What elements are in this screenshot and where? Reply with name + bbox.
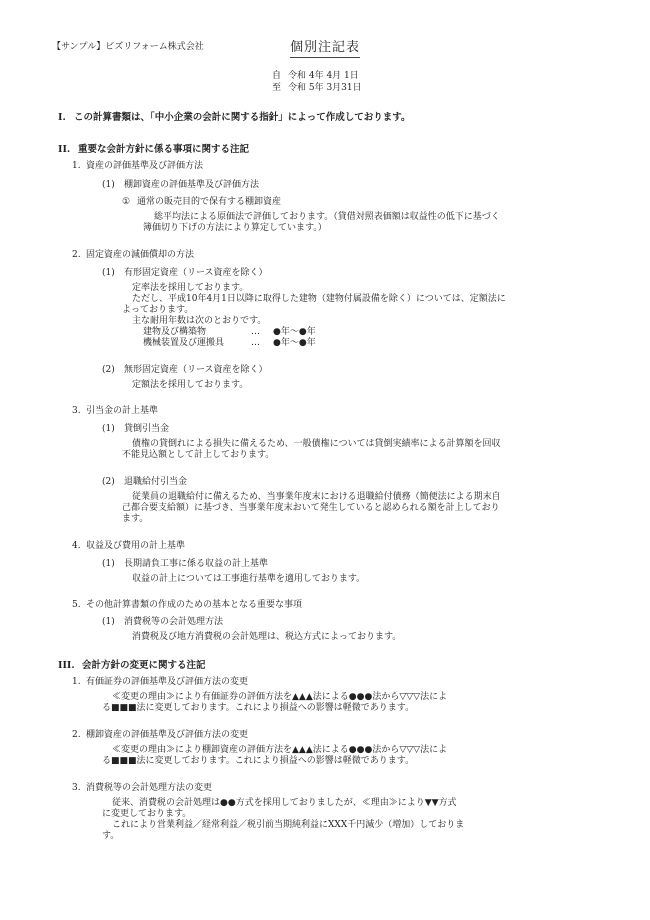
period-to-label: 至 [272,83,282,93]
item-heading [72,250,194,261]
sub-item-heading [102,477,187,488]
section-number: II. [58,144,71,155]
paragraph-line: 債権の貸倒れによる損失に備えるため、一般債権については貸倒実績率による計算額を回収 [132,439,501,449]
paragraph-line: 不能見込額として計上しております。 [122,450,275,460]
item-title: 収益及び費用の計上基準 [86,541,186,551]
item-heading [72,406,158,417]
sub-item-title: 退職給付引当金 [124,477,188,487]
paragraph-line: これにより営業利益／経常利益／税引前当期純利益にXXX千円減少（増加）しておりま [112,820,465,830]
sub-sub-item-number: ① [122,197,131,207]
useful-life-value: ●年～●年 [273,338,316,348]
item-number: 3. [72,406,81,416]
section-2-heading [58,144,249,155]
company-name: 【サンプル】ビズリフォーム株式会社 [52,42,204,52]
document-title: 個別注記表 [290,40,360,58]
useful-life-row [143,327,316,338]
sub-item-title: 貸倒引当金 [124,424,170,434]
sub-item-heading [102,424,169,435]
item-heading [72,783,212,794]
paragraph-line: す。 [102,831,120,841]
sub-item-title: 無形固定資産（リース資産を除く） [124,365,268,375]
useful-life-row [143,338,316,349]
item-heading [72,600,302,611]
sub-item-number: (2) [102,365,115,375]
period-from [272,70,362,82]
ellipsis: … [251,327,260,337]
item-number: 2. [72,730,81,740]
item-heading [72,677,248,688]
paragraph-line: ≪変更の理由≫により棚卸資産の評価方法を▲▲▲法による●●●法から▽▽▽法によ [112,745,448,755]
paragraph-line: 主な耐用年数は次のとおりです。 [132,316,267,326]
period-from-label: 自 [272,71,282,81]
paragraph-line: ただし、平成10年4月1日以降に取得した建物（建物付属設備を除く）については、定額法に [132,294,506,304]
paragraph-line: 従業員の退職給付に備えるため、当事業年度末における退職給付債務（簡便法による期末自 [132,492,501,502]
paragraph-line: 消費税及び地方消費税の会計処理は、税込方式によっております。 [132,632,402,642]
sub-item-number: (1) [102,180,115,190]
paragraph-line: よっております。 [122,305,194,315]
section-3-heading [58,660,206,671]
period-from-date: 令和 4年 4月 1日 [288,71,359,81]
asset-category: 建物及び構築物 [143,327,207,337]
paragraph-line: 定率法を採用しております。 [132,283,249,293]
item-number: 3. [72,783,81,793]
item-heading [72,541,185,552]
section-number: III. [58,660,75,671]
useful-life-value: ●年～●年 [273,327,316,337]
sub-item-heading [102,365,268,376]
sub-item-number: (1) [102,268,115,278]
item-heading [72,161,203,172]
paragraph-line: に変更しております。 [102,809,192,819]
paragraph-line: 定額法を採用しております。 [132,380,249,390]
sub-item-number: (1) [102,617,115,627]
paragraph-line: ます。 [122,514,149,524]
sub-item-number: (1) [102,424,115,434]
item-number: 1. [72,677,81,687]
section-title: 会計方針の変更に関する注記 [82,660,206,671]
sub-item-number: (2) [102,477,115,487]
sub-item-title: 消費税等の会計処理方法 [124,617,224,627]
section-title: 重要な会計方針に係る事項に関する注記 [78,144,250,155]
period-to-date: 令和 5年 3月31日 [288,83,362,93]
item-number: 1. [72,161,81,171]
item-title: 資産の評価基準及び評価方法 [86,161,204,171]
fiscal-period [272,70,362,94]
sub-item-heading [102,268,268,279]
sub-sub-item-title: 通常の販売目的で保有する棚卸資産 [137,197,282,207]
section-1 [58,112,411,123]
item-number: 4. [72,541,81,551]
item-heading [72,730,248,741]
paragraph-line: る■■■法に変更しております。これにより損益への影響は軽微であります。 [102,703,415,713]
item-title: 固定資産の減価償却の方法 [86,250,195,260]
sub-item-heading [102,180,259,191]
item-title: 有価証券の評価基準及び評価方法の変更 [86,677,249,687]
section-number: I. [58,112,66,123]
sub-item-heading [102,617,223,628]
item-title: 消費税等の会計処理方法の変更 [86,783,213,793]
period-to [272,82,362,94]
sub-item-number: (1) [102,559,115,569]
item-number: 5. [72,600,81,610]
sub-item-title: 有形固定資産（リース資産を除く） [124,268,268,278]
paragraph-line: ≪変更の理由≫により有価証券の評価方法を▲▲▲法による●●●法から▽▽▽法によ [112,692,448,702]
asset-category: 機械装置及び運搬具 [143,338,225,348]
sub-item-heading [102,559,268,570]
paragraph-line: 従来、消費税の会計処理は●●方式を採用しておりましたが、≪理由≫により▼▼方式 [112,798,457,808]
paragraph-line: 収益の計上については工事進行基準を適用しております。 [132,574,366,584]
sub-item-title: 長期請負工事に係る収益の計上基準 [124,559,269,569]
item-title: その他計算書類の作成のための基本となる重要な事項 [86,600,303,610]
ellipsis: … [251,338,260,348]
item-number: 2. [72,250,81,260]
item-title: 棚卸資産の評価基準及び評価方法の変更 [86,730,249,740]
paragraph-line: 総平均法による原価法で評価しております。（貸借対照表価額は収益性の低下に基づく [154,212,500,222]
paragraph-line: 己都合要支給額）に基づき、当事業年度末おいて発生していると認められる額を計上しており [122,503,500,513]
paragraph-line: る■■■法に変更しております。これにより損益への影響は軽微であります。 [102,756,415,766]
item-title: 引当金の計上基準 [86,406,159,416]
sub-item-title: 棚卸資産の評価基準及び評価方法 [124,180,260,190]
section-text: この計算書類は、「中小企業の会計に関する指針」によって作成しております。 [74,112,411,123]
sub-sub-item-heading [122,197,281,208]
paragraph-line: 簿価切り下げの方法により算定しています。） [143,223,327,233]
